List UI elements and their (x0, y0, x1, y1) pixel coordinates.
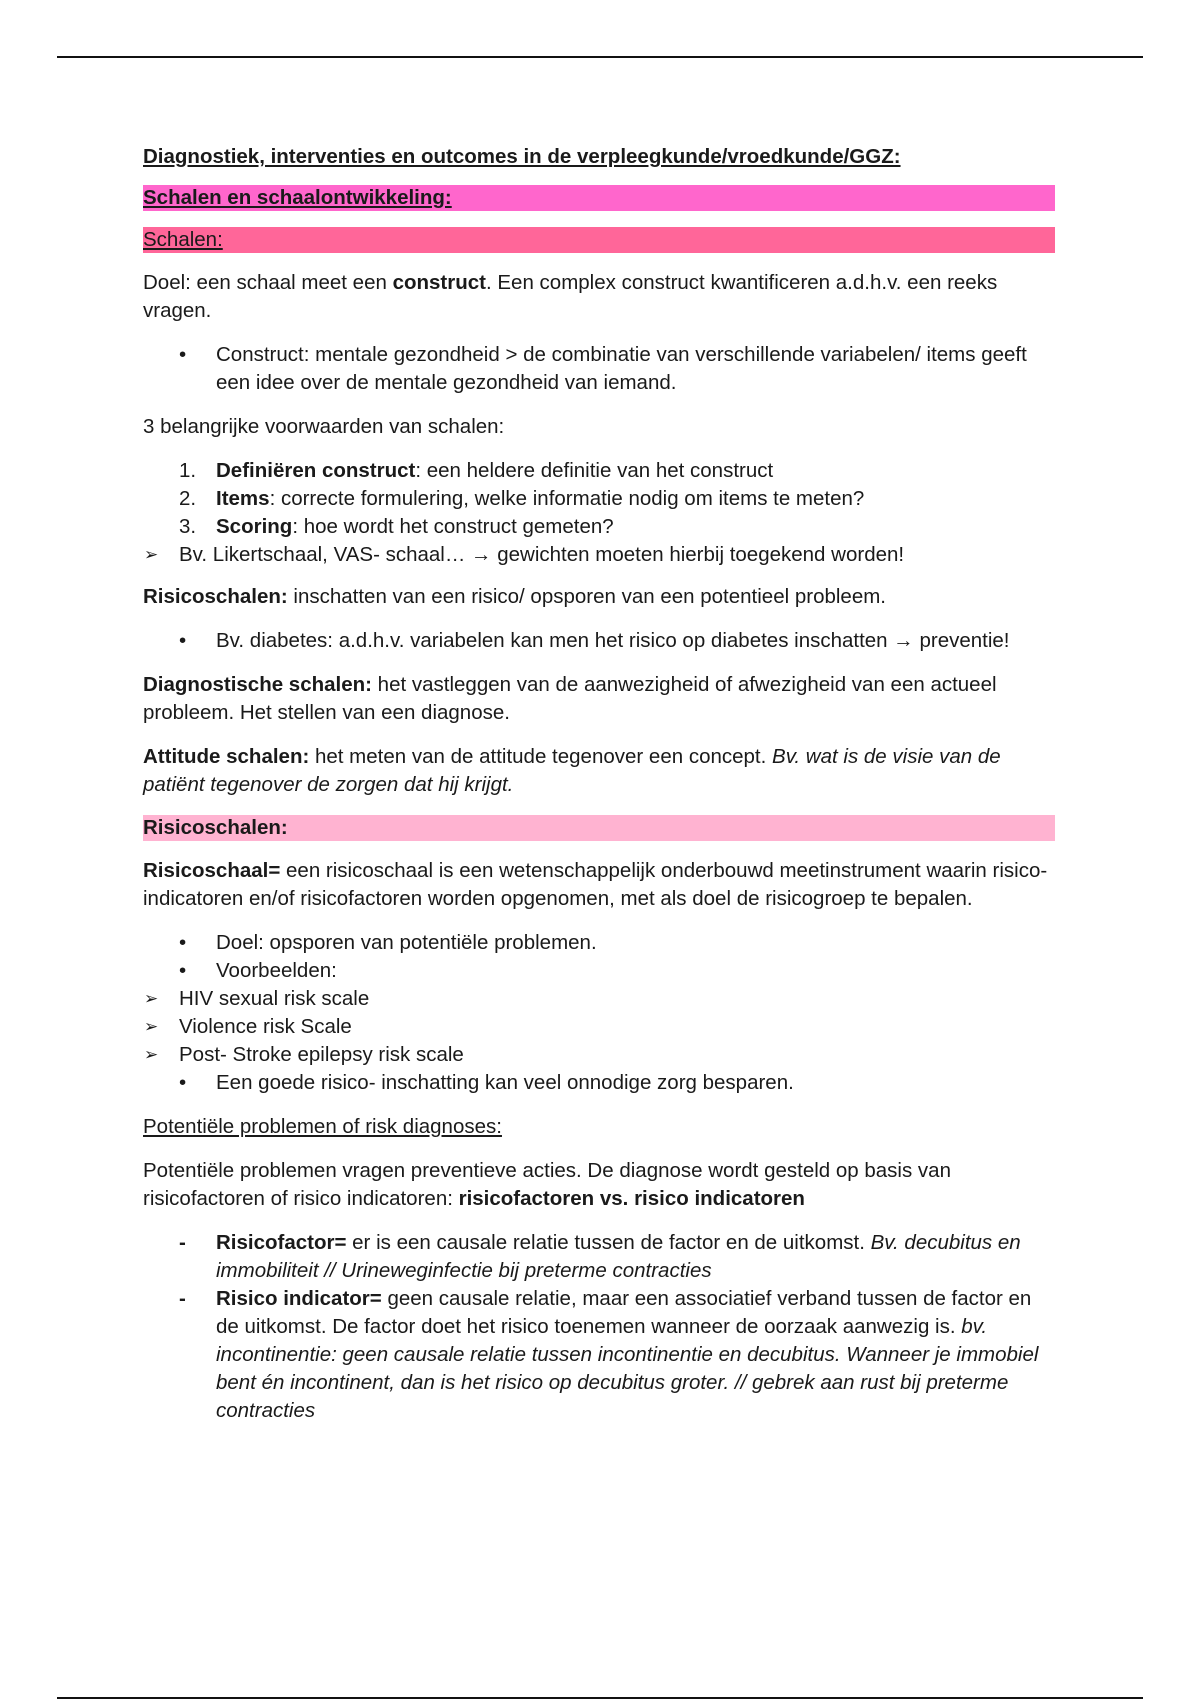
arrow-bullet-icon: ➢ (144, 1017, 159, 1036)
list-item: • Doel: opsporen van potentiële problemen. (143, 929, 1055, 957)
risicoschaal-list (143, 929, 1055, 1097)
arrow-bullet-icon: ➢ (144, 989, 159, 1008)
list-item: ➢ HIV sexual risk scale (70, 985, 1055, 1013)
list-item: • Een goede risico- inschatting kan veel onnodige zorg besparen. (143, 1069, 1055, 1097)
list-item: ➢ Post- Stroke epilepsy risk scale (70, 1041, 1055, 1069)
document-title: Diagnostiek, interventies en outcomes in de verpleegkunde/vroedkunde/GGZ: (143, 145, 901, 168)
risk-dash-list (143, 1229, 1055, 1425)
list-item: 1. Definiëren construct: een heldere definitie van het construct (179, 459, 774, 482)
diagnostische-paragraph: Diagnostische schalen: het vastleggen van de aanwezigheid of afwezigheid van een actueel probleem. Het stellen van een diagnose. (143, 673, 997, 724)
heading-schalen: Schalen: (143, 227, 1055, 253)
list-item: 3. Scoring: hoe wordt het construct gemeten? (179, 515, 614, 538)
potentiele-heading: Potentiële problemen of risk diagnoses: (143, 1115, 502, 1138)
voorwaarden-list (143, 457, 1055, 569)
list-item: • Bv. diabetes: a.d.h.v. variabelen kan men het risico op diabetes inschatten → preventie! (143, 627, 1055, 655)
document-body (143, 143, 1055, 1441)
list-item: • Voorbeelden: (143, 957, 1055, 985)
attitude-paragraph: Attitude schalen: het meten van de attitude tegenover een concept. Bv. wat is de visie van de patiënt tegenover de zorgen dat hij krijgt. (143, 745, 1001, 796)
heading-schalen-en-schaalontwikkeling: Schalen en schaalontwikkeling: (143, 185, 1055, 211)
list-item: - Risico indicator= geen causale relatie, maar een associatief verband tussen de factor en de uitkomst. De factor doet het risico toenemen wanneer de oorzaak aanwezig is. bv. incontinentie: geen causale relatie tussen incontinentie en decubitus. Wanneer je immobiel bent én incontinent, dan is het risico op decubitus groter. // gebrek aan rust bij preterme contracties (143, 1285, 1055, 1425)
arrow-bullet-icon: ➢ (144, 545, 159, 564)
bottom-rule (57, 1697, 1143, 1699)
list-item: ➢ Bv. Likertschaal, VAS- schaal… → gewichten moeten hierbij toegekend worden! (70, 541, 1055, 569)
risicoschaal-paragraph: Risicoschaal= een risicoschaal is een wetenschappelijk onderbouwd meetinstrument waarin risico- indicatoren en/of risicofactoren worden opgenomen, met als doel de risicogroep te bepalen. (143, 859, 1048, 910)
doel-paragraph: Doel: een schaal meet een construct. Een complex construct kwantificeren a.d.h.v. een reeks vragen. (143, 271, 998, 322)
risico-list (143, 627, 1055, 655)
risicoschalen-paragraph: Risicoschalen: inschatten van een risico/ opsporen van een potentieel probleem. (143, 585, 887, 608)
list-item: ➢ Violence risk Scale (70, 1013, 1055, 1041)
voorwaarden-intro: 3 belangrijke voorwaarden van schalen: (143, 415, 505, 438)
arrow-bullet-icon: ➢ (144, 1045, 159, 1064)
list-item: • Construct: mentale gezondheid > de combinatie van verschillende variabelen/ items geeft een idee over de mentale gezondheid van iemand. (143, 341, 1055, 397)
top-rule (57, 56, 1143, 58)
list-item: 2. Items: correcte formulering, welke informatie nodig om items te meten? (179, 487, 865, 510)
construct-list (143, 341, 1055, 397)
heading-risicoschalen: Risicoschalen: (143, 815, 1055, 841)
potentiele-paragraph: Potentiële problemen vragen preventieve acties. De diagnose wordt gesteld op basis van risicofactoren of risico indicatoren: risicofactoren vs. risico indicatoren (143, 1159, 951, 1210)
list-item: - Risicofactor= er is een causale relatie tussen de factor en de uitkomst. Bv. decubitus en immobiliteit // Urineweginfectie bij preterme contracties (143, 1229, 1055, 1285)
